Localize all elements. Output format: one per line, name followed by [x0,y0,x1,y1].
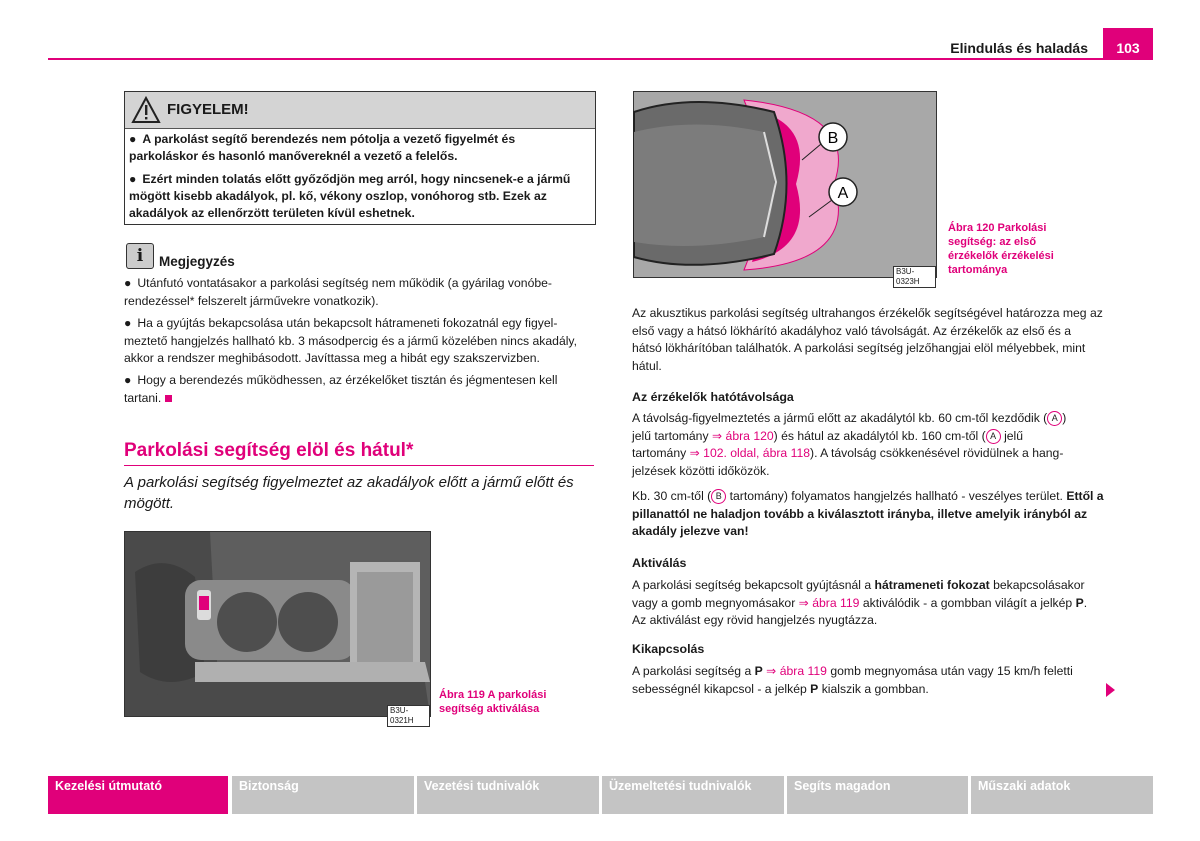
section-subtitle: A parkolási segítség figyelmeztet az akadályok előtt a jármű előtt és mögött. [124,474,574,512]
figure-119-image [124,531,431,725]
figure-120-label-b: B [827,130,839,147]
warning-item: ● A parkolást segítő berendezés nem pótolja a vezető figyelmét és parkoláskor és hasonló manővereknél a vezető a felelős. [129,132,516,163]
warning-triangle-icon [131,96,161,124]
warning-header [125,92,595,129]
nav-tab-segits[interactable]: Segíts magadon [787,776,968,814]
next-page-arrow-icon[interactable] [1106,683,1115,697]
figure-120-caption: Ábra 120 Parkolási segítség: az első érzékelők érzékelési tartománya [948,222,1054,276]
warning-box [124,91,596,225]
chapter-title: Elindulás és haladás [950,40,1088,56]
nav-tab-biztonsag[interactable]: Biztonság [232,776,414,814]
nav-tab-uzemeltetesi[interactable]: Üzemeltetési tudnivalók [602,776,784,814]
nav-tab-muszaki[interactable]: Műszaki adatok [971,776,1153,814]
link-fig-120[interactable]: ⇒ ábra 120 [711,428,774,443]
page-number: 103 [1103,28,1153,60]
nav-tab-vezetesi[interactable]: Vezetési tudnivalók [417,776,599,814]
intro-paragraph: Az akusztikus parkolási segítség ultrahangos érzékelők segítségével határozza meg az első vagy a hátsó lökhárító akadályhoz való távolságát. Az érzékelők az első és a hátsó lökhárítóban találhatók. A parkolási segítség jelzőhangjai elöl mélyebbek, mint hátul. [632,306,1103,373]
note-item: ● Utánfutó vontatásakor a parkolási segítség nem működik (a gyárilag vonóbe-rendezéssel* felszerelt járművekre vonatkozik). [124,276,552,308]
range-paragraph: A távolság-figyelmeztetés a jármű előtt az akadálytól kb. 60 cm-től kezdődik ( A ) jelű tartomány ⇒ ábra 120) és hátul az akadálytól kb. 160 cm-től ( A jelű tartomány ⇒ 102. oldal, ábra 118). A távolság csökkenésével rövidülnek a hang- jelzések közötti időközök. [632,411,1067,478]
deactivation-heading: Kikapcsolás [632,642,705,656]
danger-bold-text: Ettől a pillanattól ne haladjon tovább a kiválasztott irányba, illetve amelyik irányból az akadály jelezve van! [632,489,1104,539]
figure-119-caption: Ábra 119 A parkolási segítség aktiválása [439,689,547,715]
circle-b-icon: B [711,489,726,504]
range-heading: Az érzékelők hatótávolsága [632,390,794,404]
figure-120-label-a: A [837,185,849,202]
link-fig-119[interactable]: ⇒ ábra 119 [766,664,827,678]
header-rule [48,58,1153,60]
activation-heading: Aktiválás [632,556,687,570]
figure-120-image [633,91,937,286]
note-item: ● Hogy a berendezés működhessen, az érzékelőket tisztán és jégmentesen kell tartani. [124,373,558,405]
warning-item: ● Ezért minden tolatás előtt győződjön meg arról, hogy nincsenek-e a jármű mögött kisebb akadályok, pl. kő, vékony oszlop, vonóhorog stb. Ezek az akadályok az ellenőrzött területen kívül eshetnek. [129,172,571,220]
info-icon: i [126,243,154,269]
danger-paragraph: Kb. 30 cm-től ( B tartomány) folyamatos hangjelzés hallható - veszélyes terület. Ettől a pillanattól ne haladjon tovább a kiválasztott irányba, illetve amelyik irányból az akadály jelezve van! [632,489,1104,539]
figure-119-code: B3U-0321H [387,705,430,727]
nav-tab-kezelesi[interactable]: Kezelési útmutató [48,776,228,814]
circle-a-icon: A [986,429,1001,444]
parking-symbol-icon: P [810,681,819,696]
note-title: Megjegyzés [159,254,235,269]
parking-symbol-icon: P [754,664,763,678]
warning-title: FIGYELEM! [167,101,249,118]
parking-symbol-icon: P [1075,595,1084,610]
deactivation-paragraph: A parkolási segítség a P ⇒ ábra 119 gomb megnyomása után vagy 15 km/h feletti sebességnél kikapcsol - a jelkép P kialszik a gombban. [632,664,1073,696]
link-fig-118[interactable]: ⇒ 102. oldal, ábra 118 [689,446,811,461]
circle-a-icon: A [1047,411,1062,426]
activation-paragraph: A parkolási segítség bekapcsolt gyújtásnál a hátrameneti fokozat bekapcsolásakor vagy a gomb megnyomásakor ⇒ ábra 119 aktiválódik - a gombban világít a jelkép P. Az aktiválást egy rövid hangjelzés nyugtázza. [632,578,1088,628]
section-title: Parkolási segítség elöl és hátul* [124,440,414,461]
figure-120-code: B3U-0323H [893,266,936,288]
end-marker [165,395,172,402]
link-fig-119[interactable]: ⇒ ábra 119 [798,595,860,610]
section-rule [124,465,594,466]
note-item: ● Ha a gyújtás bekapcsolása után bekapcsolt hátrameneti fokozatnál egy figyel-meztető hangjelzés hallható kb. 3 másodpercig és a jármű közelében nincs akadály, akkor a rendszer meghibásodott. Javíttassa meg a hibát egy szakszervizben. [124,316,578,365]
